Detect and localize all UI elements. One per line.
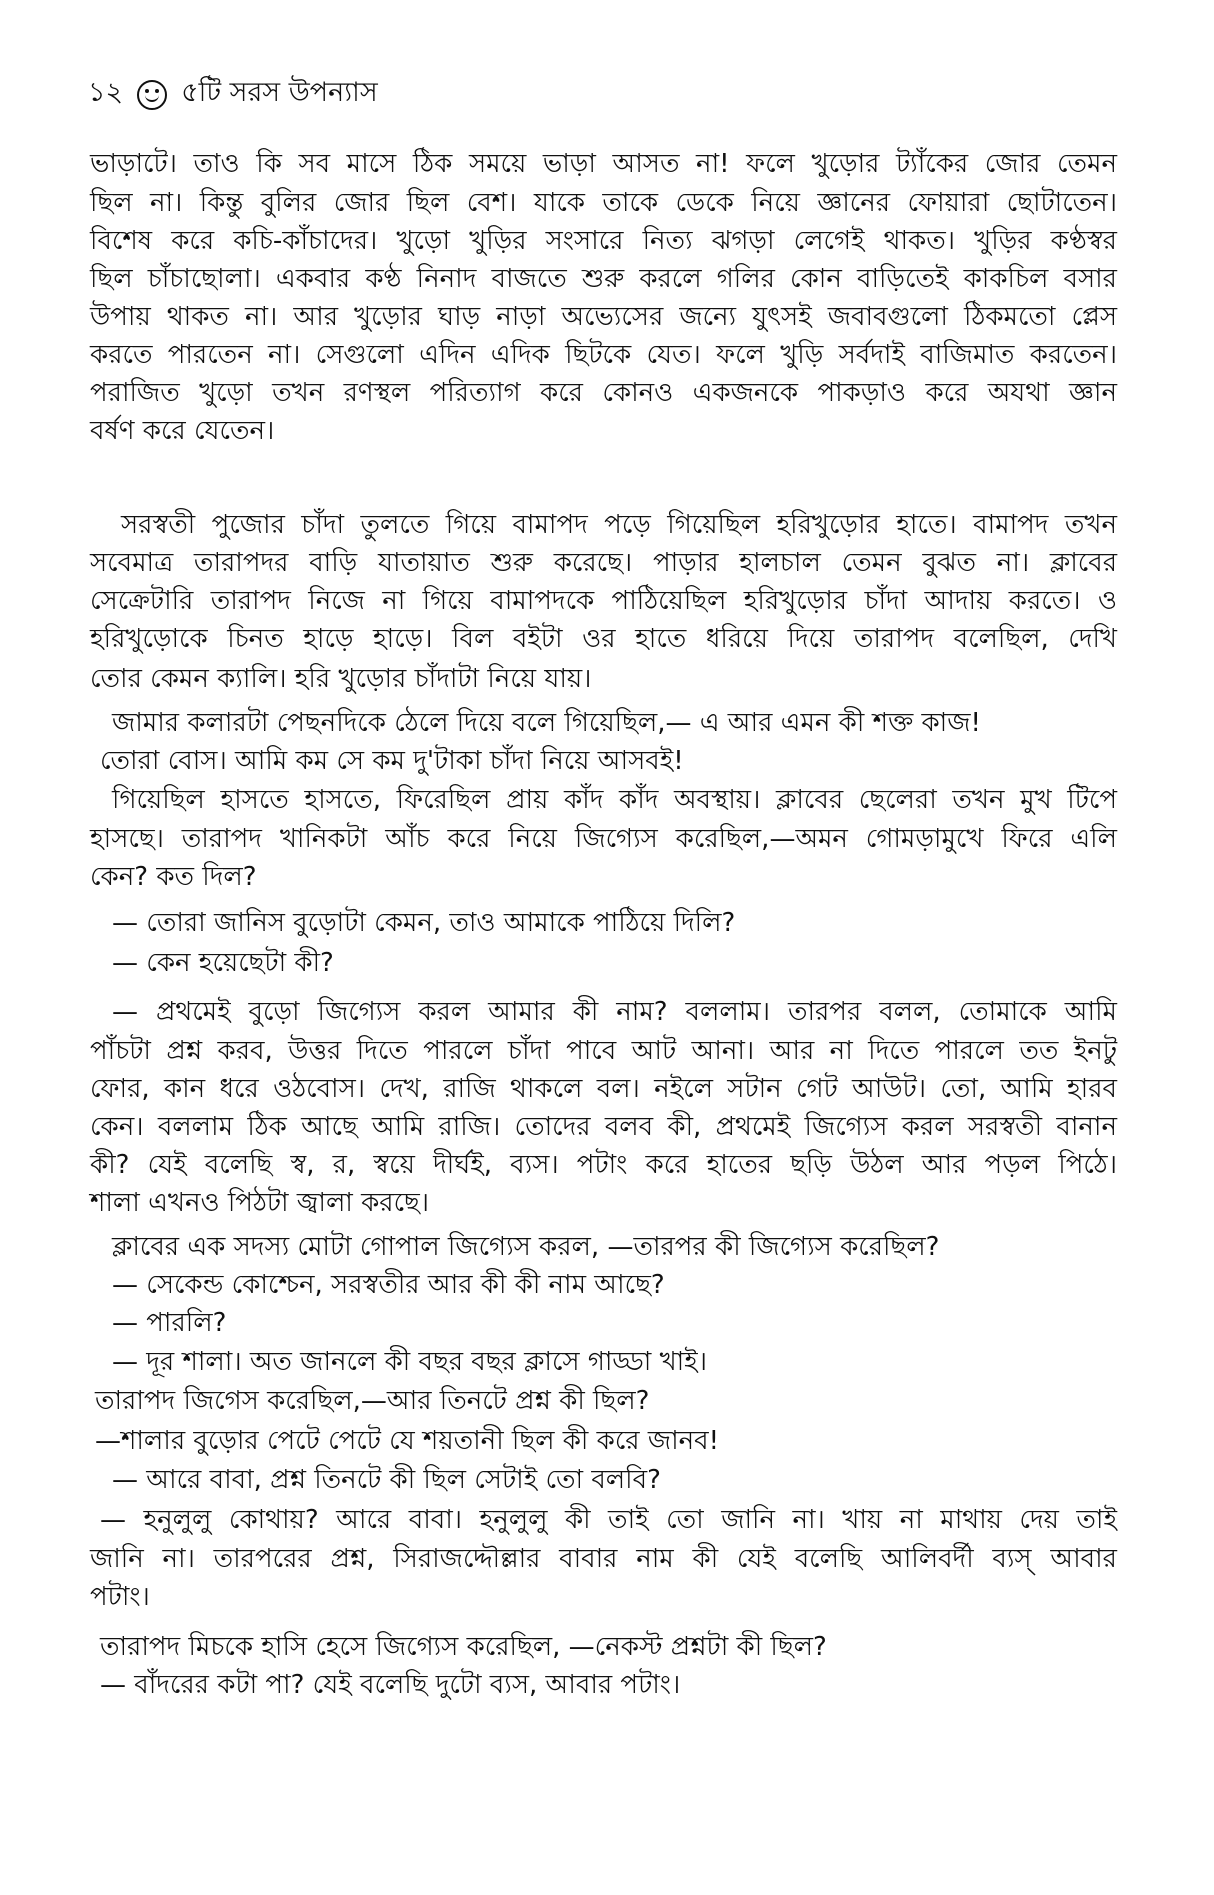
book-title: ৫টি সরস উপন্যাস (181, 77, 378, 108)
text-line: ভাড়াটে। তাও কি সব মাসে ঠিক সময়ে ভাড়া আসত না! ফলে খুড়োর ট্যাঁকের জোর তেমন (90, 149, 1117, 179)
text-line: সবেমাত্র তারাপদর বাড়ি যাতায়াত শুরু করেছে। পাড়ার হালচাল তেমন বুঝত না। ক্লাবের (90, 548, 1117, 578)
text-line: শালা এখনও পিঠটা জ্বালা করছে। (90, 1188, 430, 1218)
text-line: হাসছে। তারাপদ খানিকটা আঁচ করে নিয়ে জিগ্যেস করেছিল,—অমন গোমড়ামুখে ফিরে এলি (90, 824, 1117, 854)
text-line: — তোরা জানিস বুড়োটা কেমন, তাও আমাকে পাঠিয়ে দিলি? (112, 908, 736, 938)
text-line: ক্লাবের এক সদস্য মোটা গোপাল জিগ্যেস করল, —তারপর কী জিগ্যেস করেছিল? (112, 1232, 940, 1262)
text-line: সরস্বতী পুজোর চাঁদা তুলতে গিয়ে বামাপদ পড়ে গিয়েছিল হরিখুড়োর হাতে। বামাপদ তখন (121, 510, 1117, 540)
text-line: — প্রথমেই বুড়ো জিগ্যেস করল আমার কী নাম? বললাম। তারপর বলল, তোমাকে আমি (112, 997, 1117, 1027)
text-line: কেন? কত দিল? (90, 862, 257, 892)
text-line: গিয়েছিল হাসতে হাসতে, ফিরেছিল প্রায় কাঁদ কাঁদ অবস্থায়। ক্লাবের ছেলেরা তখন মুখ টিপে (112, 785, 1117, 815)
text-line: তোরা বোস। আমি কম সে কম দু'টাকা চাঁদা নিয়ে আসবই! (100, 746, 684, 776)
text-line: তোর কেমন ক্যালি। হরি খুড়োর চাঁদাটা নিয়ে যায়। (90, 664, 592, 694)
text-line: ফোর, কান ধরে ওঠবোস। দেখ, রাজি থাকলে বল। নইলে সটান গেট আউট। তো, আমি হারব (90, 1074, 1117, 1104)
text-line: পটাং। (90, 1582, 150, 1612)
text-line: বর্ষণ করে যেতেন। (90, 416, 275, 446)
text-line: তারাপদ মিচকে হাসি হেসে জিগ্যেস করেছিল, —নেকস্ট প্রশ্নটা কী ছিল? (100, 1632, 827, 1662)
text-line: কী? যেই বলেছি স্ব, র, স্বয়ে দীর্ঘই, ব্যস। পটাং করে হাতের ছড়ি উঠল আর পড়ল পিঠে। (90, 1150, 1117, 1180)
text-line: — কেন হয়েছেটা কী? (112, 948, 334, 978)
text-line: — হনুলুলু কোথায়? আরে বাবা। হনুলুলু কী তাই তো জানি না। খায় না মাথায় দেয় তাই (100, 1505, 1117, 1535)
text-line: ছিল চাঁচাছোলা। একবার কণ্ঠ নিনাদ বাজতে শুরু করলে গলির কোন বাড়িতেই কাকচিল বসার (90, 264, 1117, 294)
text-line: কেন। বললাম ঠিক আছে আমি রাজি। তোদের বলব কী, প্রথমেই জিগ্যেস করল সরস্বতী বানান (90, 1112, 1117, 1142)
text-line: জামার কলারটা পেছনদিকে ঠেলে দিয়ে বলে গিয়েছিল,— এ আর এমন কী শক্ত কাজ! (112, 708, 981, 738)
text-line: সেক্রেটারি তারাপদ নিজে না গিয়ে বামাপদকে পাঠিয়েছিল হরিখুড়োর চাঁদা আদায় করতে। ও (90, 586, 1117, 616)
text-line: — পারলি? (112, 1308, 227, 1338)
text-line: তারাপদ জিগেস করেছিল,—আর তিনটে প্রশ্ন কী ছিল? (95, 1386, 650, 1416)
text-line: জানি না। তারপরের প্রশ্ন, সিরাজদ্দৌল্লার বাবার নাম কী যেই বলেছি আলিবর্দী ব্যস্ আবার (90, 1544, 1117, 1574)
text-line: উপায় থাকত না। আর খুড়োর ঘাড় নাড়া অভ্যেসের জন্যে যুৎসই জবাবগুলো ঠিকমতো প্লেস (90, 302, 1117, 332)
text-line: বিশেষ করে কচি-কাঁচাদের। খুড়ো খুড়ির সংসারে নিত্য ঝগড়া লেগেই থাকত। খুড়ির কণ্ঠস্বর (90, 226, 1117, 256)
text-line: —শালার বুড়োর পেটে পেটে যে শয়তানী ছিল কী করে জানব! (95, 1426, 720, 1456)
text-line: পাঁচটা প্রশ্ন করব, উত্তর দিতে পারলে চাঁদা পাবে আট আনা। আর না দিতে পারলে তত ইনটু (90, 1036, 1117, 1066)
text-line: — দূর শালা। অত জানলে কী বছর বছর ক্লাসে গাড্ডা খাই। (112, 1347, 708, 1377)
page-number: ১২ (88, 77, 124, 108)
smiley-icon (137, 80, 167, 110)
running-header (88, 72, 378, 117)
text-line: হরিখুড়োকে চিনত হাড়ে হাড়ে। বিল বইটা ওর হাতে ধরিয়ে দিয়ে তারাপদ বলেছিল, দেখি (90, 624, 1117, 654)
text-line: পরাজিত খুড়ো তখন রণস্থল পরিত্যাগ করে কোনও একজনকে পাকড়াও করে অযথা জ্ঞান (90, 378, 1117, 408)
text-line: — সেকেন্ড কোশ্চেন, সরস্বতীর আর কী কী নাম আছে? (112, 1270, 665, 1300)
text-line: করতে পারতেন না। সেগুলো এদিন এদিক ছিটকে যেত। ফলে খুড়ি সর্বদাই বাজিমাত করতেন। (90, 340, 1117, 370)
text-line: — বাঁদরের কটা পা? যেই বলেছি দুটো ব্যস, আবার পটাং। (100, 1670, 681, 1700)
text-line: ছিল না। কিন্তু বুলির জোর ছিল বেশ। যাকে তাকে ডেকে নিয়ে জ্ঞানের ফোয়ারা ছোটাতেন। (90, 188, 1117, 218)
text-line: — আরে বাবা, প্রশ্ন তিনটে কী ছিল সেটাই তো বলবি? (112, 1465, 661, 1495)
